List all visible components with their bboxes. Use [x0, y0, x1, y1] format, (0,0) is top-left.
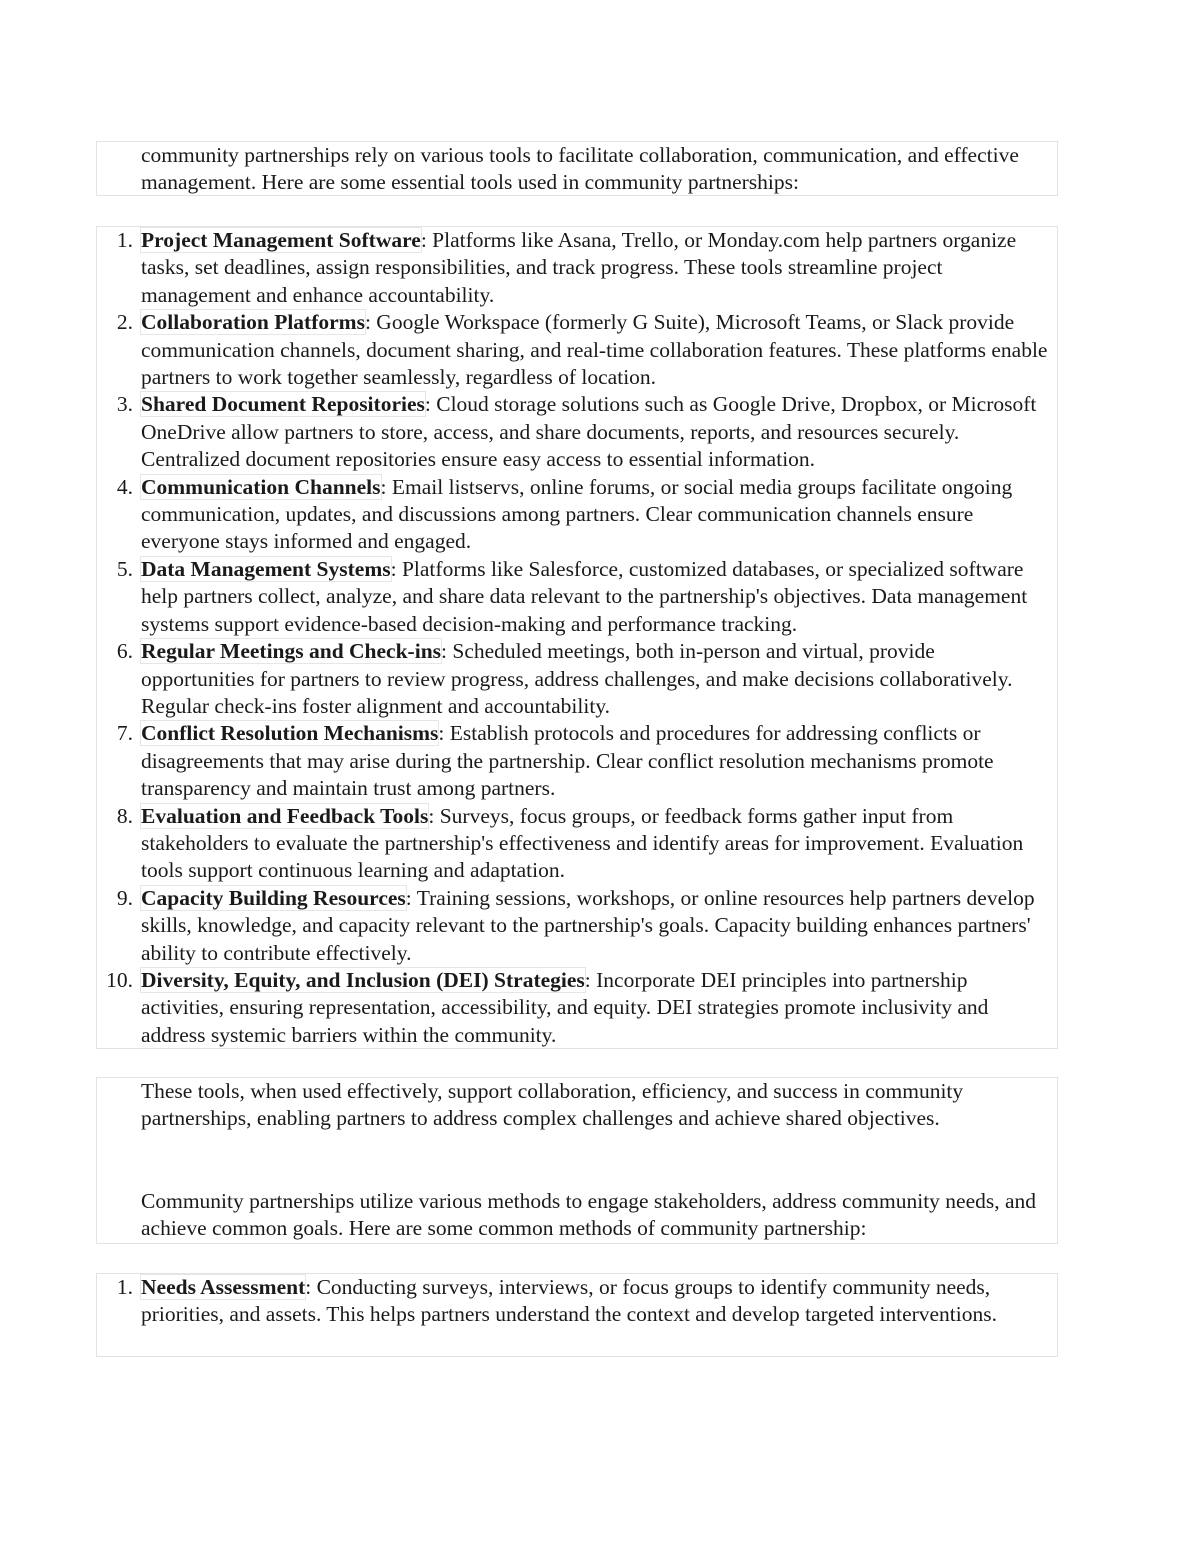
list-number: 3. — [116, 392, 133, 417]
list-description: : Platforms like Asana, Trello, or Monday.com help partners organize tasks, set deadlines, assign responsibilities, and track progress. These tools streamline project management and enhance accountability. — [141, 228, 1017, 307]
list-item — [97, 556, 1057, 638]
list-description: : Scheduled meetings, both in-person and virtual, provide opportunities for partners to review progress, address challenges, and make decisions collaboratively. Regular check-ins foster alignment and accountability. — [141, 639, 1013, 718]
list-number: 1. — [116, 1275, 133, 1299]
list-item — [97, 1274, 1057, 1329]
list-term: Diversity, Equity, and Inclusion (DEI) Strategies — [141, 967, 585, 992]
summary-block — [96, 1077, 1058, 1244]
list-term: Conflict Resolution Mechanisms — [141, 721, 439, 746]
list-term: Regular Meetings and Check-ins — [141, 639, 442, 664]
methods-list — [97, 1274, 1057, 1329]
list-item — [97, 309, 1057, 391]
list-item — [97, 474, 1057, 556]
list-description: : Cloud storage solutions such as Google Drive, Dropbox, or Microsoft OneDrive allow partners to store, access, and share documents, reports, and resources securely. Centralized document repositories ensure easy access to essential information. — [141, 392, 1037, 472]
list-item — [97, 803, 1057, 885]
empty-line — [97, 1133, 1057, 1188]
list-description: : Training sessions, workshops, or online resources help partners develop skills, knowledge, and capacity relevant to the partnership's goals. Capacity building enhances partners' ability to contribute effectively. — [141, 885, 1035, 965]
intro-paragraph: community partnerships rely on various tools to facilitate collaboration, communication, and effective management. Here are some essential tools used in community partnerships: — [141, 143, 1019, 195]
list-term: Collaboration Platforms — [141, 310, 365, 335]
list-number: 6. — [116, 639, 133, 664]
list-number: 5. — [116, 556, 133, 581]
list-term: Project Management Software — [141, 228, 421, 252]
summary-paragraph: These tools, when used effectively, support collaboration, efficiency, and success in community partnerships, enabling partners to address complex challenges and achieve shared objectives. — [141, 1079, 964, 1131]
list-number: 7. — [116, 721, 133, 746]
intro-block — [96, 141, 1058, 196]
list-description: : Google Workspace (formerly G Suite), Microsoft Teams, or Slack provide communication channels, document sharing, and real-time collaboration features. These platforms enable partners to work together seamlessly, regardless of location. — [141, 310, 1048, 390]
list-item — [97, 720, 1057, 802]
list-term: Data Management Systems — [141, 556, 391, 581]
list-term: Capacity Building Resources — [141, 885, 406, 910]
list-term: Evaluation and Feedback Tools — [141, 803, 429, 828]
list-term: Shared Document Repositories — [141, 392, 425, 417]
list-number: 2. — [116, 310, 133, 335]
list-term: Communication Channels — [141, 474, 381, 499]
methods-intro-paragraph: Community partnerships utilize various methods to engage stakeholders, address community needs, and achieve common goals. Here are some common methods of community partnership: — [141, 1188, 1037, 1241]
tools-list-block — [96, 226, 1058, 1049]
tools-list — [97, 227, 1057, 1049]
list-item — [97, 885, 1057, 967]
list-description: : Incorporate DEI principles into partnership activities, ensuring representation, accessibility, and equity. DEI strategies promote inclusivity and address systemic barriers within the community. — [141, 967, 989, 1047]
list-item — [97, 638, 1057, 720]
list-description: : Conducting surveys, interviews, or focus groups to identify community needs, priorities, and assets. This helps partners understand the context and develop targeted interventions. — [141, 1275, 998, 1327]
list-number: 1. — [116, 228, 133, 252]
list-item — [97, 227, 1057, 309]
list-item — [97, 391, 1057, 473]
list-number: 4. — [116, 474, 133, 499]
list-description: : Platforms like Salesforce, customized databases, or specialized software help partners collect, analyze, and share data relevant to the partnership's objectives. Data management systems support evidence-based decision-making and performance tracking. — [141, 556, 1028, 636]
methods-list-block — [96, 1273, 1058, 1357]
list-description: : Surveys, focus groups, or feedback forms gather input from stakeholders to evaluate the partnership's effectiveness and identify areas for improvement. Evaluation tools support continuous learning and adaptation. — [141, 803, 1024, 883]
list-item — [97, 967, 1057, 1049]
list-number: 8. — [116, 803, 133, 828]
list-description: : Establish protocols and procedures for addressing conflicts or disagreements that may arise during the partnership. Clear conflict resolution mechanisms promote transparency and maintain trust among partners. — [141, 721, 994, 801]
list-number: 10. — [106, 967, 133, 992]
list-number: 9. — [116, 885, 133, 910]
list-term: Needs Assessment — [141, 1275, 306, 1299]
list-description: : Email listservs, online forums, or social media groups facilitate ongoing communication, updates, and discussions among partners. Clear communication channels ensure everyone stays informed and engaged. — [141, 474, 1013, 554]
